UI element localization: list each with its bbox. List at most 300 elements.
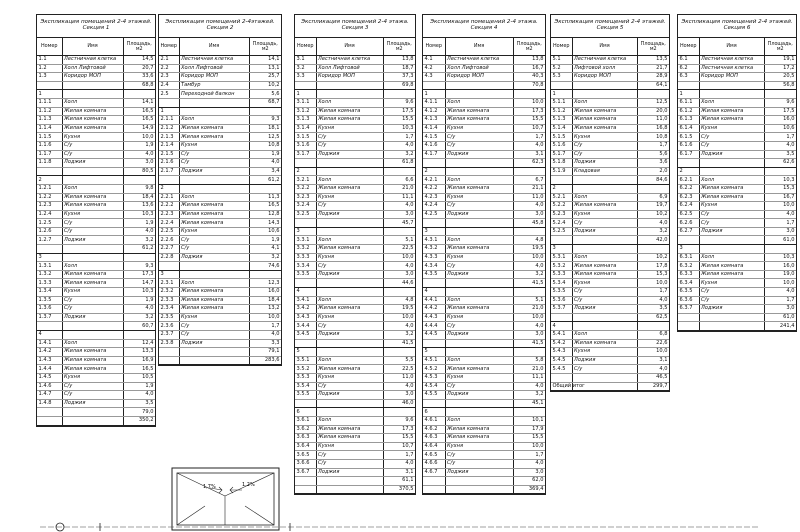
sheet-title: Экспликация помещений 2-4 этажей. Секция 5 bbox=[551, 15, 669, 38]
cell-name: Жилая комната bbox=[179, 288, 249, 297]
cell-name: Жилая комната bbox=[316, 305, 383, 314]
cell-name: Жилая комната bbox=[62, 356, 123, 365]
cell-area: 3,0 bbox=[764, 305, 796, 314]
cell-number: 4.6.7 bbox=[423, 468, 445, 477]
cell-number: 3.1.7 bbox=[295, 150, 316, 159]
row-total bbox=[423, 159, 545, 168]
cell-area: 14,7 bbox=[123, 279, 155, 288]
cell-name: С/у bbox=[62, 219, 123, 228]
cell-number: 2.3.4 bbox=[159, 305, 179, 314]
cell-number: 4.1.7 bbox=[423, 150, 445, 159]
table-row bbox=[295, 305, 415, 314]
col-num: Номер bbox=[159, 38, 179, 56]
table-row bbox=[37, 391, 155, 400]
row-total bbox=[678, 159, 796, 168]
row-total bbox=[295, 81, 415, 90]
table-row bbox=[551, 124, 669, 133]
cell-number: 4.3.4 bbox=[423, 262, 445, 271]
cell-name: Холл bbox=[62, 98, 123, 107]
cell-area: 3,2 bbox=[513, 391, 545, 400]
cell-area bbox=[637, 90, 669, 99]
cell-area: 4,0 bbox=[513, 202, 545, 211]
cell-number: 5.3.2 bbox=[551, 262, 572, 271]
table-row bbox=[159, 305, 281, 314]
col-name: Имя bbox=[445, 38, 513, 56]
row-total bbox=[37, 81, 155, 90]
cell-area: 64,1 bbox=[637, 81, 669, 90]
explication-table bbox=[295, 38, 415, 494]
row-summary bbox=[423, 477, 545, 486]
table-row bbox=[423, 373, 545, 382]
cell-name bbox=[316, 477, 383, 486]
cell-area: 3,0 bbox=[764, 227, 796, 236]
cell-name bbox=[62, 416, 123, 425]
cell-area: 1,9 bbox=[123, 382, 155, 391]
cell-area: 3,4 bbox=[249, 167, 281, 176]
cell-name: Жилая комната bbox=[179, 296, 249, 305]
cell-area: 11,0 bbox=[383, 373, 415, 382]
cell-number: 5.3.7 bbox=[551, 305, 572, 314]
cell-area: 3,1 bbox=[637, 356, 669, 365]
cell-name: Лестничная клетка bbox=[699, 64, 764, 73]
cell-number: 1.4.5 bbox=[37, 373, 62, 382]
cell-name: Лоджия bbox=[572, 159, 637, 168]
cell-name: Жилая комната bbox=[62, 279, 123, 288]
table-row bbox=[423, 124, 545, 133]
table-row bbox=[37, 288, 155, 297]
cell-number: 5.1.8 bbox=[551, 159, 572, 168]
cell-area: 4,0 bbox=[249, 331, 281, 340]
cell-area: 4,0 bbox=[513, 459, 545, 468]
table-row bbox=[295, 236, 415, 245]
table-row bbox=[678, 73, 796, 82]
cell-number: 2.1.7 bbox=[159, 167, 179, 176]
cell-number: 5.2 bbox=[551, 64, 572, 73]
table-row bbox=[678, 210, 796, 219]
cell-area: 4,8 bbox=[383, 296, 415, 305]
cell-name: С/у bbox=[445, 133, 513, 142]
cell-area: 19,5 bbox=[513, 245, 545, 254]
row-total bbox=[678, 81, 796, 90]
table-row bbox=[37, 382, 155, 391]
cell-name bbox=[62, 167, 123, 176]
cell-number: 6.2.3 bbox=[678, 193, 699, 202]
table-row bbox=[295, 296, 415, 305]
cell-number: 4.1.1 bbox=[423, 98, 445, 107]
cell-number: 2.3.7 bbox=[159, 331, 179, 340]
cell-name bbox=[445, 288, 513, 297]
cell-name: Холл bbox=[316, 296, 383, 305]
table-row bbox=[295, 451, 415, 460]
row-summary bbox=[295, 477, 415, 486]
cell-area: 61,0 bbox=[764, 236, 796, 245]
cell-area: 3,0 bbox=[123, 159, 155, 168]
cell-name: С/у bbox=[445, 382, 513, 391]
table-row bbox=[37, 339, 155, 348]
table-row bbox=[159, 313, 281, 322]
cell-area: 20,0 bbox=[637, 107, 669, 116]
cell-area: 33,6 bbox=[123, 73, 155, 82]
cell-name bbox=[179, 184, 249, 193]
cell-area bbox=[513, 288, 545, 297]
cell-number: 3.3.3 bbox=[295, 253, 316, 262]
table-row bbox=[37, 73, 155, 82]
cell-area: 13,8 bbox=[383, 56, 415, 65]
cell-area bbox=[249, 107, 281, 116]
cell-name: Жилая комната bbox=[62, 116, 123, 125]
cell-name bbox=[445, 227, 513, 236]
cell-area: 1,7 bbox=[764, 133, 796, 142]
cell-area: 5,1 bbox=[513, 296, 545, 305]
row-total bbox=[295, 159, 415, 168]
cell-name: С/у bbox=[316, 382, 383, 391]
table-row bbox=[678, 262, 796, 271]
cell-area: 15,5 bbox=[383, 434, 415, 443]
cell-area: 15,5 bbox=[383, 116, 415, 125]
cell-number: 4.3.3 bbox=[423, 253, 445, 262]
cell-name: Лоджия bbox=[572, 305, 637, 314]
cell-area: 370,5 bbox=[383, 485, 415, 494]
row-gap bbox=[159, 107, 281, 116]
cell-area: 9,6 bbox=[383, 98, 415, 107]
cell-name bbox=[445, 81, 513, 90]
cell-area: 11,0 bbox=[637, 116, 669, 125]
cell-area: 4,0 bbox=[383, 262, 415, 271]
cell-area: 21,0 bbox=[513, 365, 545, 374]
cell-name: Лоджия bbox=[572, 227, 637, 236]
cell-name: Жилая комната bbox=[445, 425, 513, 434]
cell-area bbox=[123, 253, 155, 262]
cell-name: Жилая комната bbox=[316, 116, 383, 125]
cell-number: 5.3.5 bbox=[551, 288, 572, 297]
cell-area: 4,1 bbox=[249, 245, 281, 254]
cell-name bbox=[316, 81, 383, 90]
cell-name: С/у bbox=[699, 141, 764, 150]
cell-area: 41,5 bbox=[513, 279, 545, 288]
cell-area: 16,8 bbox=[637, 124, 669, 133]
cell-number: 3.4.2 bbox=[295, 305, 316, 314]
cell-name: Кухня bbox=[445, 373, 513, 382]
cell-number: 6.3 bbox=[678, 73, 699, 82]
cell-number bbox=[423, 339, 445, 348]
cell-area: 5,8 bbox=[513, 356, 545, 365]
cell-area: 1,7 bbox=[513, 133, 545, 142]
table-row bbox=[551, 331, 669, 340]
explication-table bbox=[678, 38, 796, 331]
cell-number bbox=[423, 219, 445, 228]
cell-number: 5.1.6 bbox=[551, 141, 572, 150]
cell-number: 1 bbox=[678, 90, 699, 99]
table-row bbox=[423, 442, 545, 451]
cell-number: 5 bbox=[295, 348, 316, 357]
cell-number bbox=[678, 322, 699, 331]
cell-area: 1,9 bbox=[123, 219, 155, 228]
table-row bbox=[37, 64, 155, 73]
cell-name: Лоджия bbox=[316, 150, 383, 159]
cell-area: 4,0 bbox=[123, 305, 155, 314]
cell-area: 4,0 bbox=[383, 459, 415, 468]
cell-area: 15,3 bbox=[764, 184, 796, 193]
cell-name: Жилая комната bbox=[62, 193, 123, 202]
cell-area bbox=[764, 167, 796, 176]
cell-area: 62,3 bbox=[513, 159, 545, 168]
cell-name: С/у bbox=[445, 451, 513, 460]
table-row bbox=[551, 150, 669, 159]
cell-number: 5.1.2 bbox=[551, 107, 572, 116]
cell-number: 6.2.7 bbox=[678, 227, 699, 236]
cell-number: 3.6.2 bbox=[295, 425, 316, 434]
cell-name: Холл bbox=[179, 193, 249, 202]
table-row bbox=[678, 98, 796, 107]
cell-area: 79,1 bbox=[249, 348, 281, 357]
table-row bbox=[37, 107, 155, 116]
table-row bbox=[678, 141, 796, 150]
cell-number bbox=[37, 167, 62, 176]
cell-number: 5.1.1 bbox=[551, 98, 572, 107]
cell-name: С/у bbox=[316, 451, 383, 460]
cell-area: 68,7 bbox=[249, 98, 281, 107]
col-name: Имя bbox=[62, 38, 123, 56]
cell-name: Жилая комната bbox=[179, 305, 249, 314]
table-row bbox=[423, 434, 545, 443]
cell-name: С/у bbox=[699, 288, 764, 297]
cell-area: 6,7 bbox=[513, 176, 545, 185]
cell-number: 3.1.1 bbox=[295, 98, 316, 107]
cell-number: 4.5.2 bbox=[423, 365, 445, 374]
table-row bbox=[423, 133, 545, 142]
row-grand bbox=[159, 356, 281, 365]
cell-name: С/у bbox=[62, 382, 123, 391]
cell-number: 6.2.2 bbox=[678, 184, 699, 193]
cell-area: 18,7 bbox=[383, 64, 415, 73]
cell-name: Лестничная клетка bbox=[316, 56, 383, 65]
cell-number: 1.2.3 bbox=[37, 202, 62, 211]
cell-name: С/у bbox=[572, 150, 637, 159]
cell-name bbox=[445, 477, 513, 486]
table-row bbox=[295, 442, 415, 451]
table-row bbox=[551, 270, 669, 279]
table-row bbox=[423, 365, 545, 374]
row-gap bbox=[551, 90, 669, 99]
row-gap bbox=[37, 331, 155, 340]
row-total bbox=[295, 339, 415, 348]
cell-name: Кухня bbox=[62, 288, 123, 297]
cell-number: 4.1.2 bbox=[423, 107, 445, 116]
table-row bbox=[37, 270, 155, 279]
cell-area: 16,0 bbox=[764, 116, 796, 125]
cell-number: 4.1 bbox=[423, 56, 445, 65]
sheet-section-6 bbox=[677, 14, 797, 332]
row-gap bbox=[159, 184, 281, 193]
cell-number: 3 bbox=[37, 253, 62, 262]
cell-number bbox=[551, 236, 572, 245]
table-row bbox=[295, 64, 415, 73]
cell-area: 4,0 bbox=[513, 322, 545, 331]
cell-name: С/у bbox=[445, 262, 513, 271]
table-row bbox=[551, 116, 669, 125]
cell-number: 1.4.3 bbox=[37, 356, 62, 365]
table-row bbox=[551, 210, 669, 219]
table-row bbox=[295, 459, 415, 468]
cell-number: 6.3.2 bbox=[678, 262, 699, 271]
cell-area: 10,0 bbox=[249, 313, 281, 322]
cell-number bbox=[551, 373, 572, 382]
cell-area: 12,5 bbox=[637, 98, 669, 107]
cell-number: 2.2.2 bbox=[159, 202, 179, 211]
cell-area: 10,2 bbox=[249, 81, 281, 90]
row-grand bbox=[37, 416, 155, 425]
cell-area: 369,4 bbox=[513, 485, 545, 494]
cell-area: 4,0 bbox=[637, 219, 669, 228]
cell-area: 18,1 bbox=[249, 124, 281, 133]
cell-area: 25,7 bbox=[249, 73, 281, 82]
cell-number bbox=[423, 159, 445, 168]
cell-name: Кухня bbox=[445, 253, 513, 262]
table-row bbox=[159, 133, 281, 142]
table-row bbox=[423, 253, 545, 262]
cell-area: 9,3 bbox=[249, 116, 281, 125]
cell-name bbox=[699, 245, 764, 254]
cell-area: 14,1 bbox=[123, 98, 155, 107]
cell-number: 6.1 bbox=[678, 56, 699, 65]
cell-name: Кухня bbox=[572, 210, 637, 219]
table-row bbox=[678, 193, 796, 202]
table-row bbox=[551, 193, 669, 202]
cell-name: Лоджия bbox=[316, 331, 383, 340]
cell-number: 2.3.3 bbox=[159, 296, 179, 305]
table-row bbox=[159, 73, 281, 82]
cell-number: 3.2.4 bbox=[295, 202, 316, 211]
table-row bbox=[551, 365, 669, 374]
cell-area bbox=[513, 348, 545, 357]
cell-name: Жилая комната bbox=[62, 124, 123, 133]
cell-name: С/у bbox=[179, 331, 249, 340]
table-row bbox=[159, 253, 281, 262]
cell-name: Жилая комната bbox=[445, 184, 513, 193]
cell-number: 2.3.8 bbox=[159, 339, 179, 348]
cell-name: С/у bbox=[445, 459, 513, 468]
table-row bbox=[159, 167, 281, 176]
cell-number bbox=[295, 485, 316, 494]
cell-name bbox=[699, 90, 764, 99]
cell-number: 6 bbox=[423, 408, 445, 417]
cell-name: Жилая комната bbox=[445, 116, 513, 125]
slope-label-left: 1,7% bbox=[203, 484, 216, 490]
cell-name: Лоджия bbox=[179, 167, 249, 176]
table-row bbox=[678, 219, 796, 228]
cell-number: 2.1.2 bbox=[159, 124, 179, 133]
cell-area: 4,0 bbox=[764, 210, 796, 219]
cell-name: Лоджия bbox=[316, 468, 383, 477]
cell-area: 17,8 bbox=[637, 262, 669, 271]
cell-name bbox=[62, 90, 123, 99]
cell-area: 17,2 bbox=[764, 64, 796, 73]
cell-area: 10,2 bbox=[637, 253, 669, 262]
table-row bbox=[159, 116, 281, 125]
cell-number: 1.4.8 bbox=[37, 399, 62, 408]
cell-number: 6.2 bbox=[678, 64, 699, 73]
col-area: Площадь, м2 bbox=[383, 38, 415, 56]
cell-number: 4.1.3 bbox=[423, 116, 445, 125]
cell-area bbox=[383, 288, 415, 297]
table-row bbox=[678, 253, 796, 262]
cell-name: Жилая комната bbox=[445, 434, 513, 443]
cell-number: 4.3.5 bbox=[423, 270, 445, 279]
row-total bbox=[551, 176, 669, 185]
cell-name: Холл bbox=[316, 416, 383, 425]
row-total bbox=[295, 219, 415, 228]
table-row bbox=[678, 64, 796, 73]
cell-number: 3.1.5 bbox=[295, 133, 316, 142]
cell-area: 4,0 bbox=[123, 150, 155, 159]
cell-name: Кухня bbox=[316, 373, 383, 382]
cell-number: 5.1.5 bbox=[551, 133, 572, 142]
cell-name: С/у bbox=[699, 219, 764, 228]
cell-name bbox=[62, 331, 123, 340]
cell-name: Жилая комната bbox=[316, 365, 383, 374]
cell-area: 9,6 bbox=[383, 416, 415, 425]
cell-name: Холл Лифтовой bbox=[445, 64, 513, 73]
cell-number: 6.1.3 bbox=[678, 116, 699, 125]
cell-number: 1.3 bbox=[37, 73, 62, 82]
table-row bbox=[295, 270, 415, 279]
cell-number: 5.1.7 bbox=[551, 150, 572, 159]
cell-area: 1,7 bbox=[764, 219, 796, 228]
cell-name bbox=[316, 399, 383, 408]
cell-name: Жилая комната bbox=[62, 270, 123, 279]
sheet-section-1 bbox=[36, 14, 156, 427]
table-row bbox=[159, 227, 281, 236]
cell-number: 1.2.6 bbox=[37, 227, 62, 236]
cell-name: Жилая комната bbox=[445, 365, 513, 374]
table-row bbox=[295, 210, 415, 219]
cell-number: 6.1.5 bbox=[678, 133, 699, 142]
cell-number: 5.2.1 bbox=[551, 193, 572, 202]
cell-number: 2.1 bbox=[159, 56, 179, 65]
cell-area bbox=[123, 176, 155, 185]
cell-name: Жилая комната bbox=[62, 365, 123, 374]
cell-name bbox=[445, 167, 513, 176]
table-row bbox=[159, 141, 281, 150]
cell-number: 4.4.5 bbox=[423, 331, 445, 340]
row-total bbox=[295, 399, 415, 408]
cell-name: Жилая комната bbox=[572, 262, 637, 271]
row-total bbox=[159, 262, 281, 271]
cell-number: 5.2.2 bbox=[551, 202, 572, 211]
cell-area: 241,4 bbox=[764, 322, 796, 331]
table-row bbox=[295, 416, 415, 425]
cell-area: 10,3 bbox=[383, 124, 415, 133]
table-row bbox=[159, 219, 281, 228]
cell-area: 61,1 bbox=[383, 477, 415, 486]
cell-name: С/у bbox=[179, 150, 249, 159]
cell-area: 41,5 bbox=[383, 339, 415, 348]
cell-area bbox=[764, 245, 796, 254]
cell-number: 4.4.2 bbox=[423, 305, 445, 314]
cell-number: 4.6.1 bbox=[423, 416, 445, 425]
cell-name bbox=[62, 408, 123, 417]
cell-number: 1.2.4 bbox=[37, 210, 62, 219]
cell-name: Коридор МОП bbox=[445, 73, 513, 82]
cell-name bbox=[572, 176, 637, 185]
table-row bbox=[423, 98, 545, 107]
cell-area: 13,6 bbox=[123, 202, 155, 211]
cell-name: С/у bbox=[179, 236, 249, 245]
table-row bbox=[551, 288, 669, 297]
cell-number: 5.4.1 bbox=[551, 331, 572, 340]
cell-area bbox=[383, 348, 415, 357]
cell-name: Кухня bbox=[316, 124, 383, 133]
